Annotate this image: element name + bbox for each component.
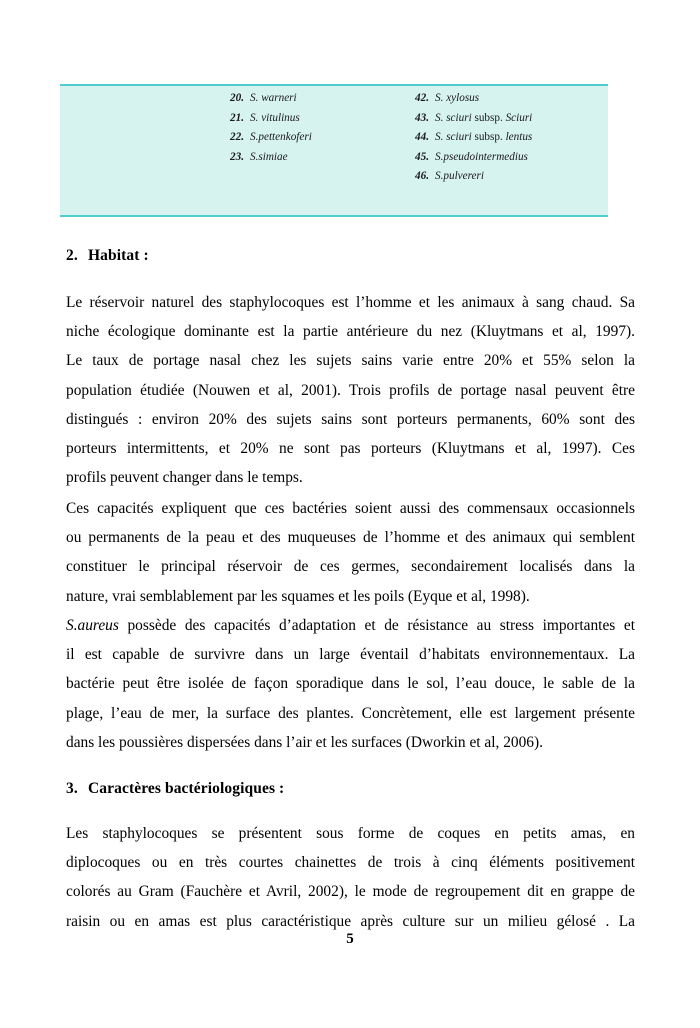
text-line-rest: possède des capacités d’adaptation et de résistance au stress importantes et — [118, 617, 635, 634]
species-number: 42. — [415, 92, 429, 104]
text-line: population étudiée (Nouwen et al, 2001). Trois profils de portage nasal peuvent être — [66, 381, 635, 399]
species-number: 43. — [415, 111, 429, 124]
list-item — [415, 89, 532, 109]
species-name: S.pseudointermedius — [435, 150, 528, 163]
list-item — [230, 148, 312, 168]
text-line: Les staphylocoques se présentent sous forme de coques en petits amas, en — [66, 825, 635, 842]
text-line — [66, 611, 635, 640]
species-number: 45. — [415, 150, 429, 163]
list-item — [415, 167, 532, 187]
species-number: 23. — [230, 150, 244, 163]
text-line: distingués : environ 20% des sujets sains sont porteurs permanents, 60% sont des — [66, 410, 635, 428]
species-name: S.simiae — [250, 150, 288, 163]
list-item — [230, 128, 312, 148]
species-name: S. vitulinus — [250, 111, 300, 124]
text-line: ou permanents de la peau et des muqueuses de l’homme et des animaux qui semblent — [66, 529, 635, 547]
species-name: S.pulvereri — [435, 170, 484, 183]
section-number: 3. — [66, 780, 78, 797]
species-name: S.pettenkoferi — [250, 131, 312, 144]
text-line: Le réservoir naturel des staphylocoques est l’homme et les animaux à sang chaud. Sa — [66, 294, 635, 311]
list-item — [230, 109, 312, 129]
species-columns — [60, 86, 608, 215]
section-heading-caracteres — [66, 780, 284, 798]
text-line: Ces capacités expliquent que ces bactéries soient aussi des commensaux occasionnels — [66, 500, 635, 517]
species-number: 21. — [230, 111, 244, 124]
species-column-left — [230, 89, 312, 167]
text-line: nature, vrai semblablement par les squames et les poils (Eyque et al, 1998). — [66, 587, 530, 605]
paragraph-habitat-2 — [66, 494, 635, 611]
species-column-right — [415, 89, 532, 187]
species-name: S. xylosus — [435, 92, 480, 104]
text-line: bactérie peut être isolée de façon sporadique dans le sol, l’eau douce, le sable de la — [66, 675, 635, 693]
text-line: porteurs intermittents, et 20% ne sont pas porteurs (Kluytmans et al, 1997). Ces — [66, 440, 635, 458]
species-number: 46. — [415, 170, 429, 183]
species-number: 44. — [415, 131, 429, 144]
section-number: 2. — [66, 247, 78, 264]
section-title: Habitat : — [88, 247, 149, 264]
species-list-box — [60, 84, 608, 217]
text-line: colorés au Gram (Fauchère et Avril, 2002), le mode de regroupement dit en grappe de — [66, 883, 635, 901]
section-title: Caractères bactériologiques : — [88, 780, 285, 797]
text-line: diplocoques ou en très courtes chainettes de trois à cinq éléments positivement — [66, 854, 635, 872]
text-line: il est capable de survivre dans un large éventail d’habitats environnementaux. La — [66, 646, 635, 664]
text-line: plage, l’eau de mer, la surface des plantes. Concrètement, elle est largement présente — [66, 704, 635, 722]
species-name: S. sciuri — [435, 111, 472, 124]
page-number: 5 — [346, 931, 354, 947]
species-name: S. warneri — [250, 92, 297, 104]
text-line: Le taux de portage nasal chez les sujets sains varie entre 20% et 55% selon la — [66, 352, 635, 370]
paragraph-habitat-1 — [66, 288, 635, 492]
text-line: profils peuvent changer dans le temps. — [66, 469, 303, 487]
species-rank: subsp. — [474, 111, 503, 124]
species-rank: subsp. — [474, 131, 503, 144]
species-subspecies: Sciuri — [505, 111, 533, 124]
list-item — [415, 148, 532, 168]
list-item — [415, 109, 532, 129]
text-line: niche écologique dominante est la partie antérieure du nez (Kluytmans et al, 1997). — [66, 323, 635, 341]
section-heading-habitat — [66, 247, 149, 265]
species-subspecies: lentus — [505, 131, 533, 144]
text-line: raisin ou en amas est plus caractéristique après culture sur un milieu gélosé . La — [66, 912, 635, 930]
species-number: 22. — [230, 131, 244, 144]
species-number: 20. — [230, 92, 244, 104]
paragraph-habitat-3 — [66, 611, 635, 757]
paragraph-caracteres-1 — [66, 819, 635, 936]
list-item — [230, 89, 312, 109]
text-line: dans les poussières dispersées dans l’air et les surfaces (Dworkin et al, 2006). — [66, 733, 543, 751]
list-item — [415, 128, 532, 148]
species-name: S. sciuri — [435, 131, 472, 144]
species-italic-name: S.aureus — [66, 617, 119, 634]
text-line: constituer le principal réservoir de ces germes, secondairement localisés dans la — [66, 558, 635, 576]
